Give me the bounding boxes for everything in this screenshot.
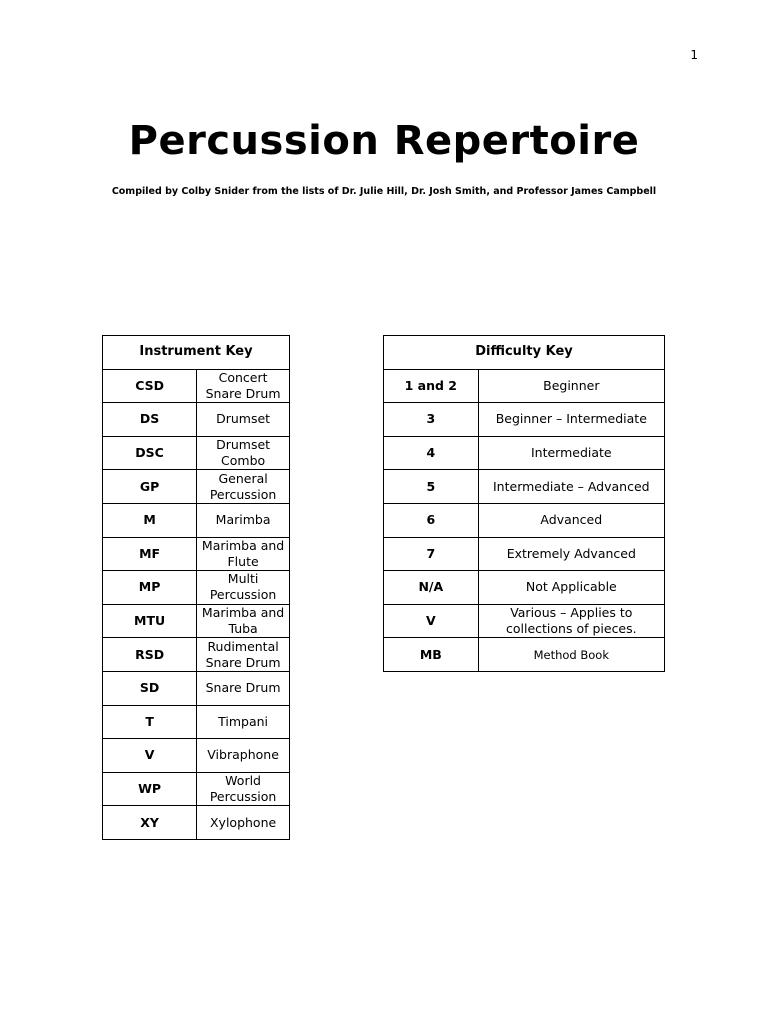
instrument-code: WP bbox=[103, 772, 197, 806]
instrument-name: Drumset bbox=[197, 403, 290, 437]
difficulty-code: V bbox=[384, 604, 479, 638]
instrument-code: XY bbox=[103, 806, 197, 840]
instrument-code: MP bbox=[103, 571, 197, 605]
difficulty-code: 1 and 2 bbox=[384, 369, 479, 403]
instrument-name: Xylophone bbox=[197, 806, 290, 840]
table-row bbox=[384, 369, 665, 403]
table-row bbox=[384, 436, 665, 470]
table-row bbox=[103, 638, 290, 672]
instrument-name: Marimba bbox=[197, 503, 290, 537]
difficulty-code: 4 bbox=[384, 436, 479, 470]
instrument-code: DS bbox=[103, 403, 197, 437]
table-row bbox=[103, 369, 290, 403]
table-row bbox=[103, 436, 290, 470]
instrument-code: SD bbox=[103, 671, 197, 705]
page-title: Percussion Repertoire bbox=[128, 118, 640, 164]
table-row bbox=[384, 503, 665, 537]
table-row bbox=[384, 638, 665, 672]
table-row bbox=[384, 470, 665, 504]
instrument-name: Vibraphone bbox=[197, 739, 290, 773]
table-row bbox=[103, 537, 290, 571]
table-row bbox=[384, 537, 665, 571]
instrument-name: Marimba and Tuba bbox=[197, 604, 290, 638]
instrument-key-header-row bbox=[103, 336, 290, 370]
instrument-name: Multi Percussion bbox=[197, 571, 290, 605]
instrument-name: Timpani bbox=[197, 705, 290, 739]
instrument-name: Drumset Combo bbox=[197, 436, 290, 470]
instrument-key-table bbox=[102, 335, 290, 840]
difficulty-description: Beginner bbox=[478, 369, 664, 403]
instrument-name: Snare Drum bbox=[197, 671, 290, 705]
difficulty-key-table bbox=[383, 335, 665, 672]
table-row bbox=[103, 806, 290, 840]
difficulty-code: 6 bbox=[384, 503, 479, 537]
instrument-name: Rudimental Snare Drum bbox=[197, 638, 290, 672]
instrument-code: T bbox=[103, 705, 197, 739]
instrument-code: GP bbox=[103, 470, 197, 504]
difficulty-code: 3 bbox=[384, 403, 479, 437]
difficulty-code: MB bbox=[384, 638, 479, 672]
table-row bbox=[103, 571, 290, 605]
difficulty-key-heading: Difficulty Key bbox=[384, 336, 665, 370]
instrument-name: World Percussion bbox=[197, 772, 290, 806]
instrument-code: MF bbox=[103, 537, 197, 571]
instrument-key-heading: Instrument Key bbox=[103, 336, 290, 370]
table-row bbox=[103, 470, 290, 504]
instrument-code: V bbox=[103, 739, 197, 773]
difficulty-key-header-row bbox=[384, 336, 665, 370]
difficulty-description: Advanced bbox=[478, 503, 664, 537]
instrument-code: M bbox=[103, 503, 197, 537]
table-row bbox=[103, 503, 290, 537]
instrument-code: RSD bbox=[103, 638, 197, 672]
page-number: 1 bbox=[690, 48, 698, 62]
table-row bbox=[103, 705, 290, 739]
difficulty-description: Various – Applies to collections of pieces. bbox=[478, 604, 664, 638]
table-row bbox=[384, 571, 665, 605]
table-row bbox=[103, 739, 290, 773]
difficulty-description: Method Book bbox=[478, 638, 664, 672]
instrument-name: Marimba and Flute bbox=[197, 537, 290, 571]
instrument-code: DSC bbox=[103, 436, 197, 470]
table-row bbox=[384, 604, 665, 638]
difficulty-description: Intermediate bbox=[478, 436, 664, 470]
table-row bbox=[103, 604, 290, 638]
page-subtitle: Compiled by Colby Snider from the lists of Dr. Julie Hill, Dr. Josh Smith, and Professor James Campbell bbox=[111, 186, 657, 197]
difficulty-description: Intermediate – Advanced bbox=[478, 470, 664, 504]
instrument-code: MTU bbox=[103, 604, 197, 638]
instrument-code: CSD bbox=[103, 369, 197, 403]
difficulty-description: Beginner – Intermediate bbox=[478, 403, 664, 437]
difficulty-description: Extremely Advanced bbox=[478, 537, 664, 571]
instrument-name: General Percussion bbox=[197, 470, 290, 504]
instrument-name: Concert Snare Drum bbox=[197, 369, 290, 403]
difficulty-code: N/A bbox=[384, 571, 479, 605]
table-row bbox=[103, 671, 290, 705]
difficulty-code: 5 bbox=[384, 470, 479, 504]
table-row bbox=[103, 403, 290, 437]
table-row bbox=[384, 403, 665, 437]
difficulty-code: 7 bbox=[384, 537, 479, 571]
difficulty-description: Not Applicable bbox=[478, 571, 664, 605]
table-row bbox=[103, 772, 290, 806]
